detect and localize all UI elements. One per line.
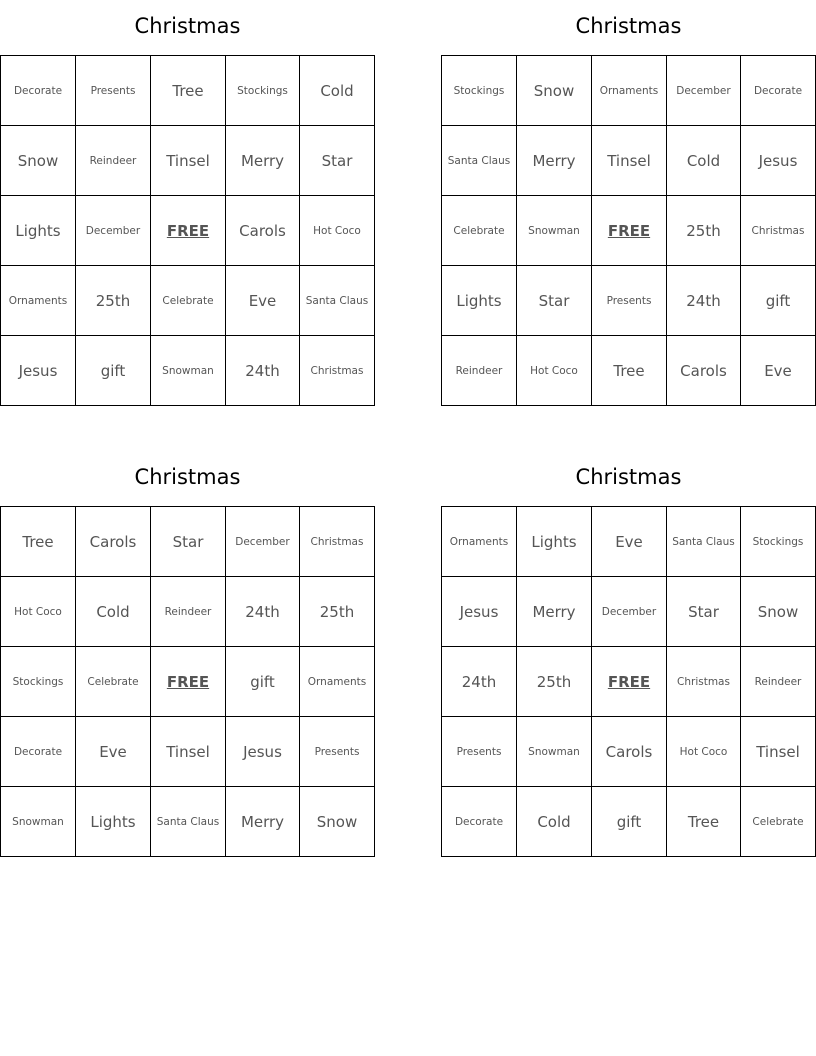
bingo-grid xyxy=(0,55,375,406)
bingo-cell: Hot Coco xyxy=(667,717,741,787)
bingo-cell: Star xyxy=(151,507,226,577)
bingo-cell: gift xyxy=(76,336,151,406)
bingo-cell: Cold xyxy=(300,56,375,126)
bingo-cell: Tree xyxy=(592,336,667,406)
bingo-card-1 xyxy=(0,0,375,380)
card-title: Christmas xyxy=(134,14,241,38)
bingo-cell: Eve xyxy=(226,266,300,336)
bingo-cell: Presents xyxy=(442,717,517,787)
bingo-cell: Presents xyxy=(592,266,667,336)
bingo-cell: Reindeer xyxy=(151,577,226,647)
bingo-cell: Hot Coco xyxy=(517,336,592,406)
bingo-cell: Eve xyxy=(592,507,667,577)
bingo-cell: Cold xyxy=(517,787,592,857)
bingo-cell: Santa Claus xyxy=(442,126,517,196)
free-space-cell: FREE xyxy=(592,647,667,717)
bingo-cell: Decorate xyxy=(741,56,816,126)
bingo-cell: Snowman xyxy=(151,336,226,406)
bingo-cell: Christmas xyxy=(667,647,741,717)
bingo-card-3 xyxy=(0,451,375,831)
bingo-cell: Eve xyxy=(76,717,151,787)
bingo-cell: Star xyxy=(300,126,375,196)
bingo-cell: gift xyxy=(592,787,667,857)
bingo-cell: Snow xyxy=(741,577,816,647)
bingo-cell: Reindeer xyxy=(76,126,151,196)
bingo-cell: Celebrate xyxy=(442,196,517,266)
bingo-cell: Tinsel xyxy=(151,126,226,196)
bingo-grid xyxy=(441,506,816,857)
bingo-cell: Lights xyxy=(442,266,517,336)
bingo-cell: 24th xyxy=(226,577,300,647)
bingo-cell: Lights xyxy=(76,787,151,857)
bingo-cell: Carols xyxy=(76,507,151,577)
bingo-cell: Christmas xyxy=(300,336,375,406)
bingo-cell: Presents xyxy=(300,717,375,787)
bingo-cell: Snowman xyxy=(517,196,592,266)
bingo-cell: Tinsel xyxy=(151,717,226,787)
bingo-cell: Star xyxy=(517,266,592,336)
bingo-cell: Tinsel xyxy=(741,717,816,787)
bingo-cell: Hot Coco xyxy=(300,196,375,266)
bingo-cell: Jesus xyxy=(741,126,816,196)
bingo-cell: gift xyxy=(226,647,300,717)
bingo-cell: 25th xyxy=(76,266,151,336)
bingo-cell: Lights xyxy=(517,507,592,577)
bingo-cell: Snow xyxy=(1,126,76,196)
bingo-cell: Eve xyxy=(741,336,816,406)
bingo-cell: Stockings xyxy=(741,507,816,577)
bingo-cell: Snowman xyxy=(1,787,76,857)
bingo-cell: Jesus xyxy=(1,336,76,406)
bingo-cell: December xyxy=(592,577,667,647)
bingo-cell: Ornaments xyxy=(442,507,517,577)
bingo-cell: Ornaments xyxy=(300,647,375,717)
free-space-cell: FREE xyxy=(151,647,226,717)
card-title: Christmas xyxy=(575,465,682,489)
bingo-cell: December xyxy=(667,56,741,126)
bingo-cell: 24th xyxy=(226,336,300,406)
bingo-card-2 xyxy=(441,0,816,380)
bingo-cell: Tree xyxy=(1,507,76,577)
bingo-cell: Santa Claus xyxy=(151,787,226,857)
bingo-cell: 25th xyxy=(517,647,592,717)
bingo-cell: Carols xyxy=(667,336,741,406)
bingo-cell: gift xyxy=(741,266,816,336)
bingo-cell: Cold xyxy=(76,577,151,647)
bingo-cell: Tree xyxy=(667,787,741,857)
bingo-cell: Reindeer xyxy=(741,647,816,717)
bingo-cell: Lights xyxy=(1,196,76,266)
bingo-grid xyxy=(0,506,375,857)
bingo-cell: Carols xyxy=(226,196,300,266)
bingo-cell: Cold xyxy=(667,126,741,196)
bingo-cell: Decorate xyxy=(442,787,517,857)
bingo-cell: Merry xyxy=(517,126,592,196)
bingo-cell: Stockings xyxy=(226,56,300,126)
bingo-cell: 24th xyxy=(442,647,517,717)
bingo-cell: Santa Claus xyxy=(667,507,741,577)
bingo-cell: Merry xyxy=(226,126,300,196)
bingo-cell: Jesus xyxy=(442,577,517,647)
bingo-cell: Hot Coco xyxy=(1,577,76,647)
bingo-cell: Merry xyxy=(517,577,592,647)
bingo-cell: Christmas xyxy=(741,196,816,266)
bingo-cell: 24th xyxy=(667,266,741,336)
bingo-cell: Decorate xyxy=(1,56,76,126)
bingo-cell: Reindeer xyxy=(442,336,517,406)
bingo-cell: Ornaments xyxy=(1,266,76,336)
bingo-cell: Celebrate xyxy=(76,647,151,717)
bingo-cell: Snowman xyxy=(517,717,592,787)
bingo-cell: Merry xyxy=(226,787,300,857)
card-title: Christmas xyxy=(134,465,241,489)
bingo-cell: Tinsel xyxy=(592,126,667,196)
bingo-cell: Tree xyxy=(151,56,226,126)
bingo-cell: 25th xyxy=(300,577,375,647)
bingo-cell: 25th xyxy=(667,196,741,266)
bingo-cell: Decorate xyxy=(1,717,76,787)
bingo-cell: Celebrate xyxy=(741,787,816,857)
bingo-card-4 xyxy=(441,451,816,831)
bingo-cell: Santa Claus xyxy=(300,266,375,336)
bingo-cell: Christmas xyxy=(300,507,375,577)
bingo-cell: Stockings xyxy=(442,56,517,126)
bingo-cell: Ornaments xyxy=(592,56,667,126)
bingo-cell: Jesus xyxy=(226,717,300,787)
card-title: Christmas xyxy=(575,14,682,38)
bingo-cell: December xyxy=(226,507,300,577)
bingo-cell: Presents xyxy=(76,56,151,126)
bingo-cell: Stockings xyxy=(1,647,76,717)
bingo-cell: December xyxy=(76,196,151,266)
free-space-cell: FREE xyxy=(151,196,226,266)
bingo-cell: Carols xyxy=(592,717,667,787)
bingo-cell: Star xyxy=(667,577,741,647)
bingo-grid xyxy=(441,55,816,406)
bingo-cell: Snow xyxy=(300,787,375,857)
bingo-cell: Celebrate xyxy=(151,266,226,336)
free-space-cell: FREE xyxy=(592,196,667,266)
bingo-cell: Snow xyxy=(517,56,592,126)
